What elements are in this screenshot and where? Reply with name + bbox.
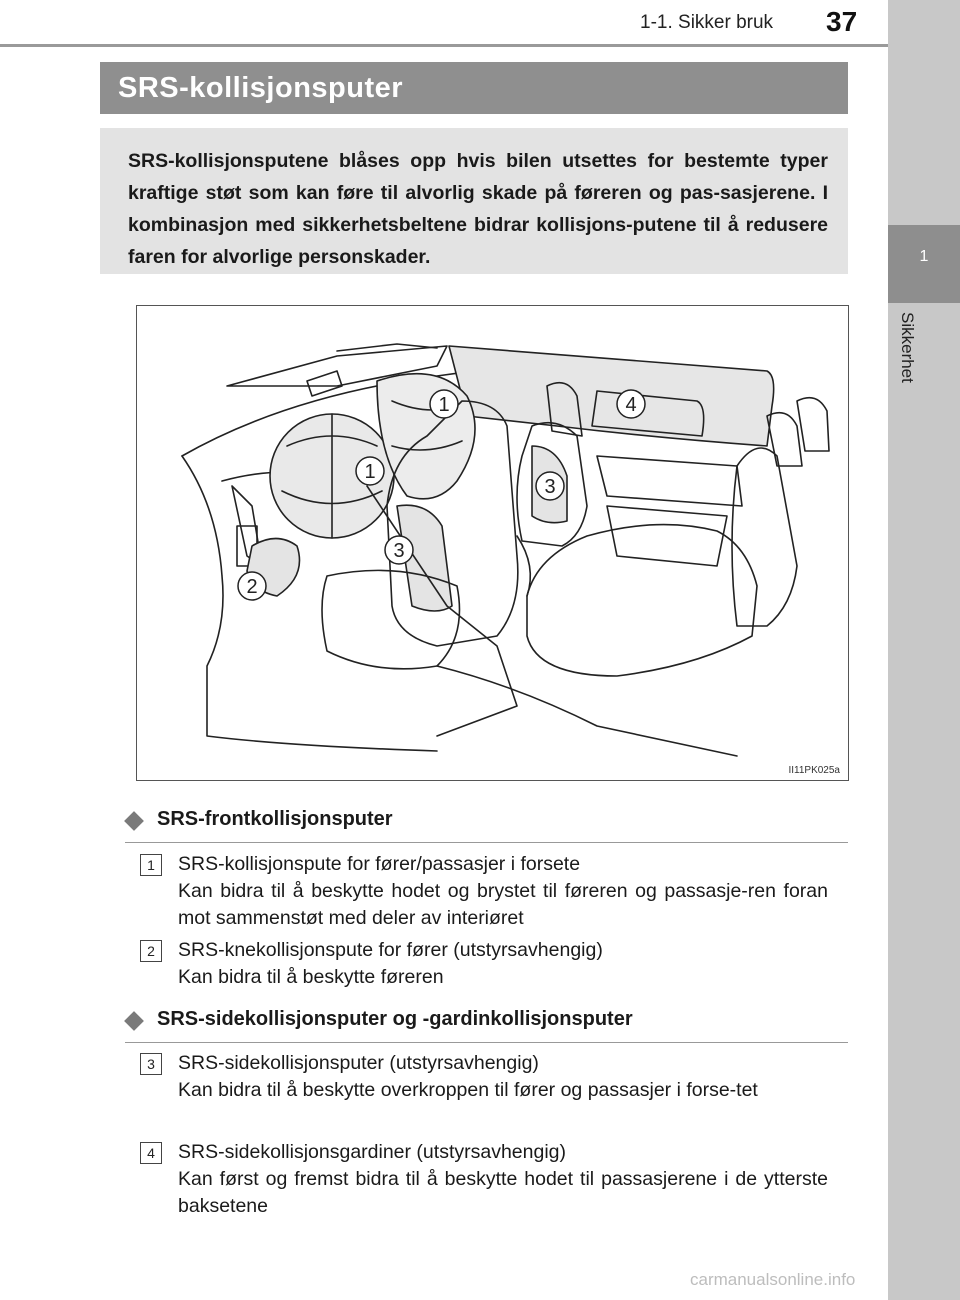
intro-text: SRS-kollisjonsputene blåses opp hvis bilen utsettes for bestemte typer kraftige støt som kan føre til alvorlig skade på føreren og pas-sasjerene. I kombinasjon med sikkerhetsbeltene bidrar kollisjons-putene til å redusere faren for alvorlige personskader. [128, 150, 828, 268]
callout-1-driver [356, 457, 384, 485]
running-header: 1-1. Sikker bruk [640, 12, 774, 33]
rear-view-mirror [307, 371, 342, 396]
item-description: Kan bidra til å beskytte overkroppen til fører og passasjer i forse-tet [178, 1079, 758, 1101]
header-rule [0, 44, 888, 47]
rear-seat-cushion [527, 525, 757, 676]
intro-box [100, 128, 848, 274]
item-description: Kan bidra til å beskytte hodet og brystet til føreren og passasje-ren foran mot sammenstøt med deler av interiøret [178, 880, 828, 929]
diamond-bullet-icon [124, 1011, 144, 1031]
curtain-airbag [449, 346, 774, 446]
item-text [178, 937, 828, 991]
chapter-side-tab [888, 0, 960, 1300]
callout-3-driver-side [385, 536, 413, 564]
svg-text:1: 1 [364, 461, 376, 483]
item-title: SRS-sidekollisjonsputer (utstyrsavhengig) [178, 1052, 539, 1074]
item-text [178, 851, 828, 932]
section-rule [125, 1042, 848, 1043]
callout-2-knee [238, 572, 266, 600]
diamond-bullet-icon [124, 811, 144, 831]
item-number-badge: 1 [140, 854, 162, 876]
svg-text:1: 1 [438, 394, 450, 416]
svg-text:3: 3 [393, 540, 405, 562]
section-title-bar [100, 62, 848, 114]
item-title: SRS-knekollisjonspute for fører (utstyrsavhengig) [178, 939, 603, 961]
svg-text:4: 4 [625, 394, 637, 416]
svg-text:2: 2 [246, 576, 258, 598]
item-text [178, 1139, 828, 1220]
svg-text:3: 3 [544, 476, 556, 498]
airbag-illustration [136, 305, 849, 781]
section-heading-text: SRS-frontkollisjonsputer [157, 808, 393, 830]
item-number-badge: 3 [140, 1053, 162, 1075]
section-heading-text: SRS-sidekollisjonsputer og -gardinkollisjonsputer [157, 1008, 633, 1030]
section-rule [125, 842, 848, 843]
item-description: Kan først og fremst bidra til å beskytte hodet til passasjerene i de ytterste baksetene [178, 1168, 828, 1217]
callout-1-passenger [430, 390, 458, 418]
callout-3-passenger-side [536, 472, 564, 500]
chapter-number: 1 [919, 248, 929, 265]
rear-seat-back [732, 448, 797, 626]
chapter-label: Sikkerhet [898, 312, 917, 383]
section-title: SRS-kollisjonsputer [118, 72, 404, 104]
item-number-badge: 4 [140, 1142, 162, 1164]
page-number: 37 [826, 6, 858, 37]
item-description: Kan bidra til å beskytte føreren [178, 966, 444, 988]
callout-4-curtain [617, 390, 645, 418]
item-title: SRS-sidekollisjonsgardiner (utstyrsavhengig) [178, 1141, 567, 1163]
item-text [178, 1050, 828, 1104]
car-interior-drawing [137, 306, 848, 780]
item-title: SRS-kollisjonspute for fører/passasjer i forsete [178, 853, 581, 875]
watermark: carmanualsonline.info [690, 1270, 856, 1289]
item-number-badge: 2 [140, 940, 162, 962]
figure-code: II11PK025a [788, 765, 840, 776]
